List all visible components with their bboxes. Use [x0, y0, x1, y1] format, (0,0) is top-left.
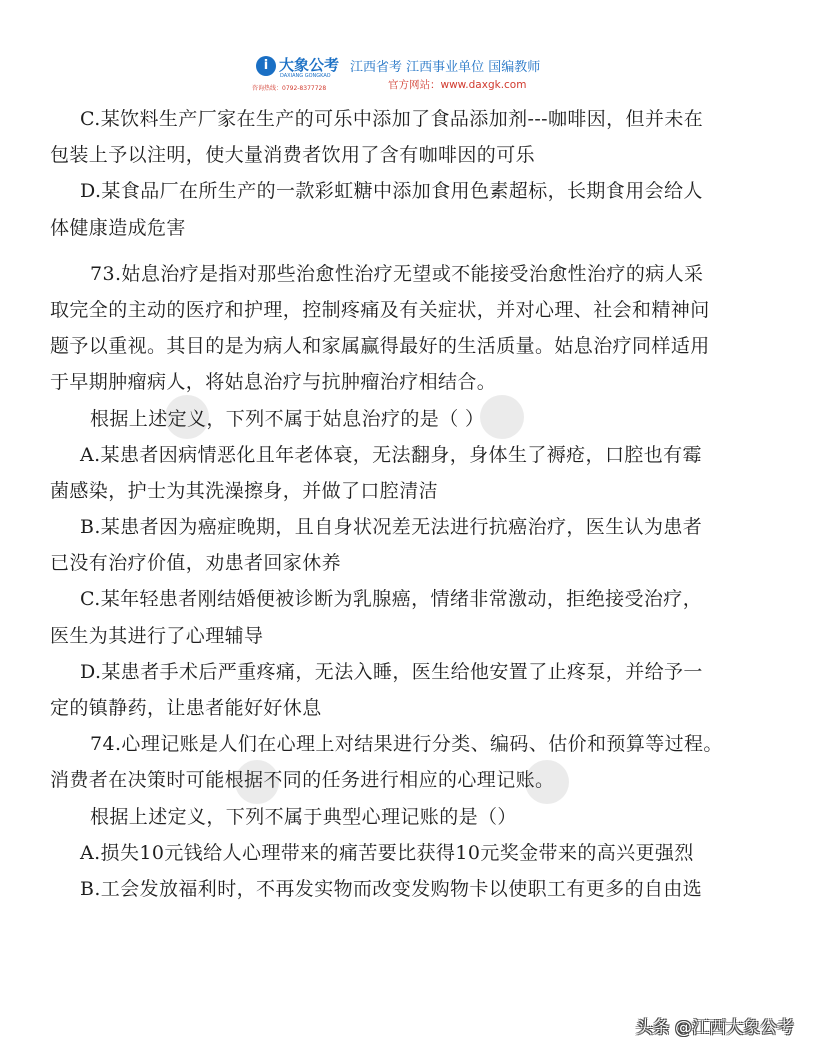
text-line: 医生为其进行了心理辅导 [50, 624, 264, 647]
option-a: A.某患者因病情恶化且年老体衰，无法翻身，身体生了褥疮，口腔也有霉 [80, 443, 702, 466]
brand-logo-icon: i [256, 56, 276, 76]
option-c: C.某年轻患者刚结婚便被诊断为乳腺癌，情绪非常激动，拒绝接受治疗， [80, 588, 703, 611]
option-b: B.某患者因为癌症晚期，且自身状况差无法进行抗癌治疗，医生认为患者 [80, 516, 703, 539]
text-line: 体健康造成危害 [50, 216, 186, 239]
text-line: 于早期肿瘤病人，将姑息治疗与抗肿瘤治疗相结合。 [50, 371, 497, 394]
document-body [50, 101, 770, 907]
text-line: 消费者在决策时可能根据不同的任务进行相应的心理记账。 [50, 769, 555, 792]
option-a: A.损失10元钱给人心理带来的痛苦要比获得10元奖金带来的高兴更强烈 [80, 841, 694, 864]
question-73-prompt: 根据上述定义，下列不属于姑息治疗的是（ ） [90, 407, 485, 430]
text-line: C.某饮料生产厂家在生产的可乐中添加了食品添加剂---咖啡因，但并未在 [80, 108, 704, 130]
hotline-text: 咨询热线：0792-8377728 [252, 85, 327, 92]
source-credit: 头条 @江西大象公考 [635, 1018, 794, 1038]
brand-name: 大象公考 [279, 56, 340, 74]
question-74-stem: 74.心理记账是人们在心理上对结果进行分类、编码、估价和预算等过程。 [90, 733, 723, 756]
text-line: 包装上予以注明，使大量消费者饮用了含有咖啡因的可乐 [50, 144, 536, 167]
brand-header [254, 52, 574, 94]
text-line: 已没有治疗价值，劝患者回家休养 [50, 552, 342, 575]
question-73-stem: 73.姑息治疗是指对那些治愈性治疗无望或不能接受治愈性治疗的病人采 [90, 262, 704, 285]
website-link[interactable]: 官方网站：www.daxgk.com [388, 79, 527, 91]
text-line: 定的镇静药，让患者能好好休息 [50, 697, 322, 719]
text-line: D.某食品厂在所生产的一款彩虹糖中添加食用色素超标，长期食用会给人 [80, 180, 703, 203]
question-74-prompt: 根据上述定义，下列不属于典型心理记账的是（） [90, 805, 517, 828]
brand-tagline: 江西省考 江西事业单位 国编教师 [350, 60, 541, 75]
text-line: 取完全的主动的医疗和护理，控制疼痛及有关症状，并对心理、社会和精神问 [50, 298, 710, 321]
brand-pinyin: DAXIANG GONGKAO [280, 73, 331, 79]
text-line: 菌感染，护士为其洗澡擦身，并做了口腔清洁 [50, 479, 439, 502]
text-line: 题予以重视。其目的是为病人和家属赢得最好的生活质量。姑息治疗同样适用 [50, 335, 710, 358]
option-b: B.工会发放福利时，不再发实物而改变发购物卡以使职工有更多的自由选 [80, 877, 703, 900]
option-d: D.某患者手术后严重疼痛，无法入睡，医生给他安置了止疼泵，并给予一 [80, 660, 703, 683]
